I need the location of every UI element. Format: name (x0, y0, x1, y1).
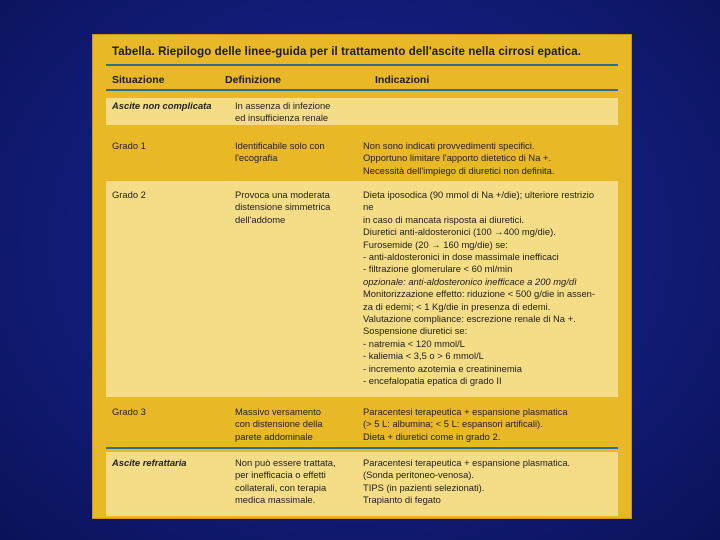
row-refractory-indicazioni: Paracentesi terapeutica + espansione plasmatica. (Sonda peritoneo-venosa). TIPS (in pazienti selezionati). Trapianto di fegato (363, 457, 571, 506)
row-grado3-indicazioni: Paracentesi terapeutica + espansione plasmatica (> 5 L: albumina; < 5 L: espansori artificali). Dieta + diuretici come in grado 2. (363, 406, 568, 442)
row-grado3-situazione: Grado 3 (112, 406, 146, 417)
row-grado1-definizione: Identificabile solo con l'ecografia (235, 140, 325, 164)
row-uncomplicated-definizione: In assenza di infezione ed insufficienza renale (235, 100, 331, 124)
header-situazione: Situazione (112, 74, 165, 86)
row-grado1-situazione: Grado 1 (112, 140, 146, 151)
row-grado3-definizione: Massivo versamento con distensione della parete addominale (235, 406, 323, 442)
header-definizione: Definizione (225, 74, 282, 86)
row-grado2-situazione: Grado 2 (112, 189, 146, 200)
header-rule (106, 89, 618, 91)
row-grado2-definizione: Provoca una moderata distensione simmetrica dell'addome (235, 189, 331, 225)
row-uncomplicated-situazione: Ascite non complicata (112, 100, 212, 111)
refractory-rule (106, 447, 618, 449)
header-indicazioni: Indicazioni (375, 74, 430, 86)
row-refractory-situazione: Ascite refrattaria (112, 457, 187, 468)
guidelines-table (92, 34, 632, 519)
row-grado1-indicazioni: Non sono indicati provvedimenti specifici. Opportuno limitare l'apporto dietetico di Na +. Necessità dell'impiego di diuretici non definita. (363, 140, 555, 176)
table-title: Tabella. Riepilogo delle linee-guida per il trattamento dell'ascite nella cirrosi epatica. (112, 46, 582, 58)
row-refractory-definizione: Non può essere trattata, per inefficacia o effetti collaterali, con terapia medica massimale. (235, 457, 336, 506)
row-grado2-indicazioni: Dieta iposodica (90 mmol di Na +/die); ulteriore restrizio ne in caso di mancata risposta ai diuretici. Diuretici anti-aldosteronici (100 →400 mg/die). Furosemide (20 → 160 mg/die) se: - anti-aldosteronici in dose massimale inefficaci - filtrazione glomerulare < 60 ml/min opzionale: anti-aldosteronico inefficace a 200 mg/dì Monitorizzazione effetto: riduzione < 500 g/die in assen- za di edemi; < 1 Kg/die in presenza di edemi. Valutazione compliance: escrezione renale di Na +. Sospensione diuretici se: - natremia < 120 mmol/L - kaliemia < 3,5 o > 6 mmol/L - incremento azotemia e creatininemia - encefalopatia epatica di grado II (363, 189, 595, 387)
title-rule (106, 64, 618, 66)
